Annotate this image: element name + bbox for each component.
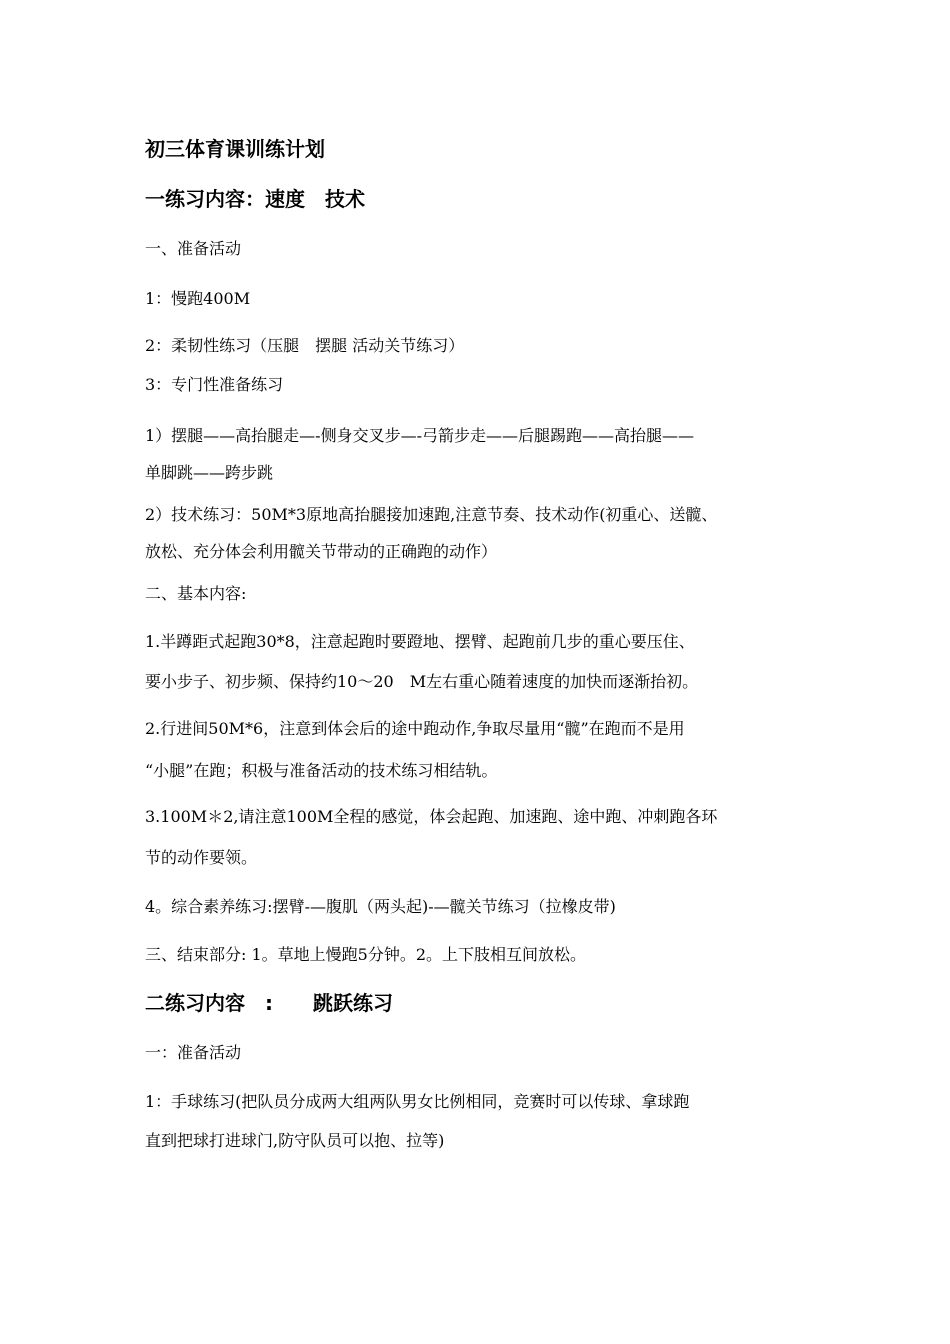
section1-item3-1-line2: 单脚跳——跨步跳 bbox=[145, 463, 274, 482]
section2-item1-line2: 直到把球打进球门,防守队员可以抱、拉等) bbox=[145, 1131, 445, 1150]
section1-item3-2-line1: 2）技术练习：50M*3原地高抬腿接加速跑,注意节奏、技术动作(初重心、送髋、 bbox=[145, 505, 718, 524]
document-title: 初三体育课训练计划 bbox=[145, 137, 325, 161]
section1-item2: 2：柔韧性练习（压腿 摆腿 活动关节练习） bbox=[145, 336, 465, 355]
section1-basic4: 4。综合素养练习:摆臂-—腹肌（两头起)-—髋关节练习（拉橡皮带) bbox=[145, 897, 616, 916]
section1-prep-heading: 一、准备活动 bbox=[145, 239, 242, 258]
section1-item3-2-line2: 放松、充分体会利用髋关节带动的正确跑的动作） bbox=[145, 542, 498, 561]
section2-heading: 二练习内容 : 跳跃练习 bbox=[145, 991, 393, 1015]
section2-item1-line1: 1：手球练习(把队员分成两大组两队男女比例相同，竞赛时可以传球、拿球跑 bbox=[145, 1092, 690, 1111]
section1-basic1-line1: 1.半蹲距式起跑30*8，注意起跑时要蹬地、摆臂、起跑前几步的重心要压住、 bbox=[145, 632, 695, 651]
section1-basic3-line1: 3.100M＊2,请注意100M全程的感觉，体会起跑、加速跑、途中跑、冲刺跑各环 bbox=[145, 807, 718, 826]
section1-basic2-line1: 2.行进间50M*6，注意到体会后的途中跑动作,争取尽量用“髋”在跑而不是用 bbox=[145, 719, 685, 738]
section1-heading: 一练习内容：速度 技术 bbox=[145, 187, 365, 211]
section1-basic2-line2: “小腿”在跑；积极与准备活动的技术练习相结轨。 bbox=[145, 761, 498, 780]
section1-item3: 3：专门性准备练习 bbox=[145, 375, 284, 394]
section1-basic-heading: 二、基本内容: bbox=[145, 584, 247, 603]
section1-item1: 1：慢跑400M bbox=[145, 289, 251, 308]
section1-end: 三、结束部分: 1。草地上慢跑5分钟。2。上下肢相互间放松。 bbox=[145, 945, 587, 964]
section1-basic1-line2: 要小步子、初步频、保持约10～20 M左右重心随着速度的加快而逐渐抬初。 bbox=[145, 672, 699, 691]
section2-prep-heading: 一：准备活动 bbox=[145, 1043, 242, 1062]
section1-basic3-line2: 节的动作要领。 bbox=[145, 848, 258, 867]
section1-item3-1-line1: 1）摆腿——高抬腿走—-侧身交叉步—-弓箭步走——后腿踢跑——高抬腿—— bbox=[145, 426, 694, 445]
